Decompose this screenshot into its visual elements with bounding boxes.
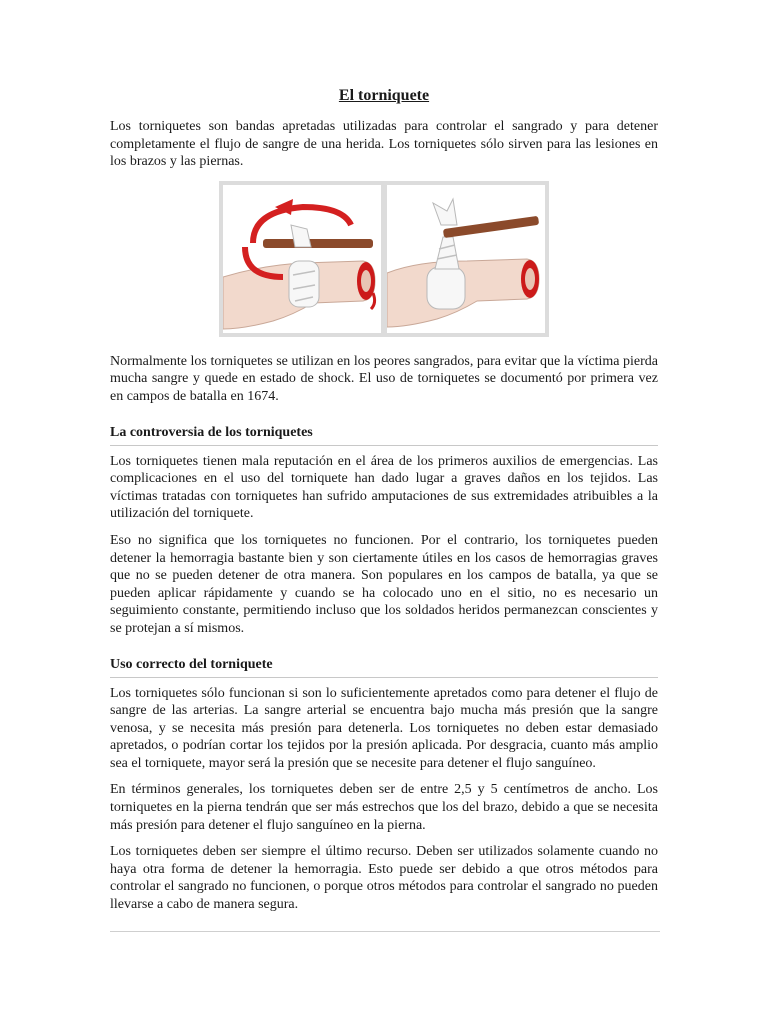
footer-divider	[110, 931, 660, 932]
tourniquet-tied-illustration	[387, 185, 545, 333]
bandage-knot	[433, 199, 457, 225]
windlass-stick	[443, 216, 539, 238]
wound-cut	[525, 268, 535, 290]
bandage-knot	[291, 225, 311, 247]
section-paragraph: Los torniquetes sólo funcionan si son lo suficientemente apretados como para detener el flujo de sangre de las arterias. La sangre arterial se encuentra bajo mucha más presión que la sangre venosa, y se necesita más presión para detenerla. Los torniquetes no deben estar demasiado apretados, o podrían cortar los tejidos por la presión aplicada. Por desgracia, cuanto más amplio sea el torniquete, mayor será la presión que se necesite para detener el flujo sanguíneo.	[110, 685, 658, 771]
tourniquet-tied-svg	[387, 185, 545, 333]
bandage-twist	[435, 237, 459, 269]
tourniquet-twisting-svg	[223, 185, 381, 333]
bandage-band	[289, 261, 319, 307]
tourniquet-twisting-illustration	[223, 185, 381, 333]
intro-paragraph: Los torniquetes son bandas apretadas utilizadas para controlar el sangrado y para detener completamente el flujo de sangre de una herida. Los torniquetes sólo sirven para las lesiones en los brazos y las piernas.	[110, 119, 658, 170]
section-paragraph: Eso no significa que los torniquetes no funcionen. Por el contrario, los torniquetes pueden detener la hemorragia bastante bien y son ciertamente útiles en los casos de hemorragias graves que no se pueden detener de otra manera. Son populares en los campos de batalla, ya que se pueden aplicar rápidamente y cuando se ha colocado uno en el sitio, no es necesario un seguimiento constante, permitiendo incluso que los soldados heridos permanezcan conscientes y se protejan a sí mismos.	[110, 532, 658, 636]
section-paragraph: Los torniquetes deben ser siempre el último recurso. Deben ser utilizados solamente cuando no haya otra forma de detener la hemorragia. Esto puede ser debido a que otros métodos para controlar el sangrado no funcionen, o porque otros métodos para controlar el sangrado no pueden llevarse a cabo de manera segura.	[110, 844, 658, 913]
section-paragraph: Los torniquetes tienen mala reputación en el área de los primeros auxilios de emergencias. Las complicaciones en el uso del torniquete han dado lugar a graves daños en los tejidos. Las víctimas tratadas con torniquetes han sufrido amputaciones de sus extremidades atribuibles a la utilización del torniquete.	[110, 453, 658, 522]
document-body	[110, 86, 658, 914]
windlass-stick	[263, 239, 373, 248]
section-heading-correct-use: Uso correcto del torniquete	[110, 656, 658, 678]
paragraph-after-figure: Normalmente los torniquetes se utilizan en los peores sangrados, para evitar que la víctima pierda mucha sangre y quede en estado de shock. El uso de torniquetes se documentó por primera vez en campos de batalla en 1674.	[110, 353, 658, 404]
figure-container	[110, 181, 658, 337]
wound-cut	[361, 270, 371, 292]
section-heading-controversy: La controversia de los torniquetes	[110, 424, 658, 446]
tourniquet-figure	[219, 181, 549, 337]
page-title: El torniquete	[338, 87, 430, 104]
bandage-band	[427, 267, 465, 309]
section-paragraph: En términos generales, los torniquetes deben ser de entre 2,5 y 5 centímetros de ancho. Los torniquetes en la pierna tendrán que ser más estrechos que los del brazo, debido a que se necesita más presión para detener el flujo sanguíneo en la pierna.	[110, 782, 658, 833]
